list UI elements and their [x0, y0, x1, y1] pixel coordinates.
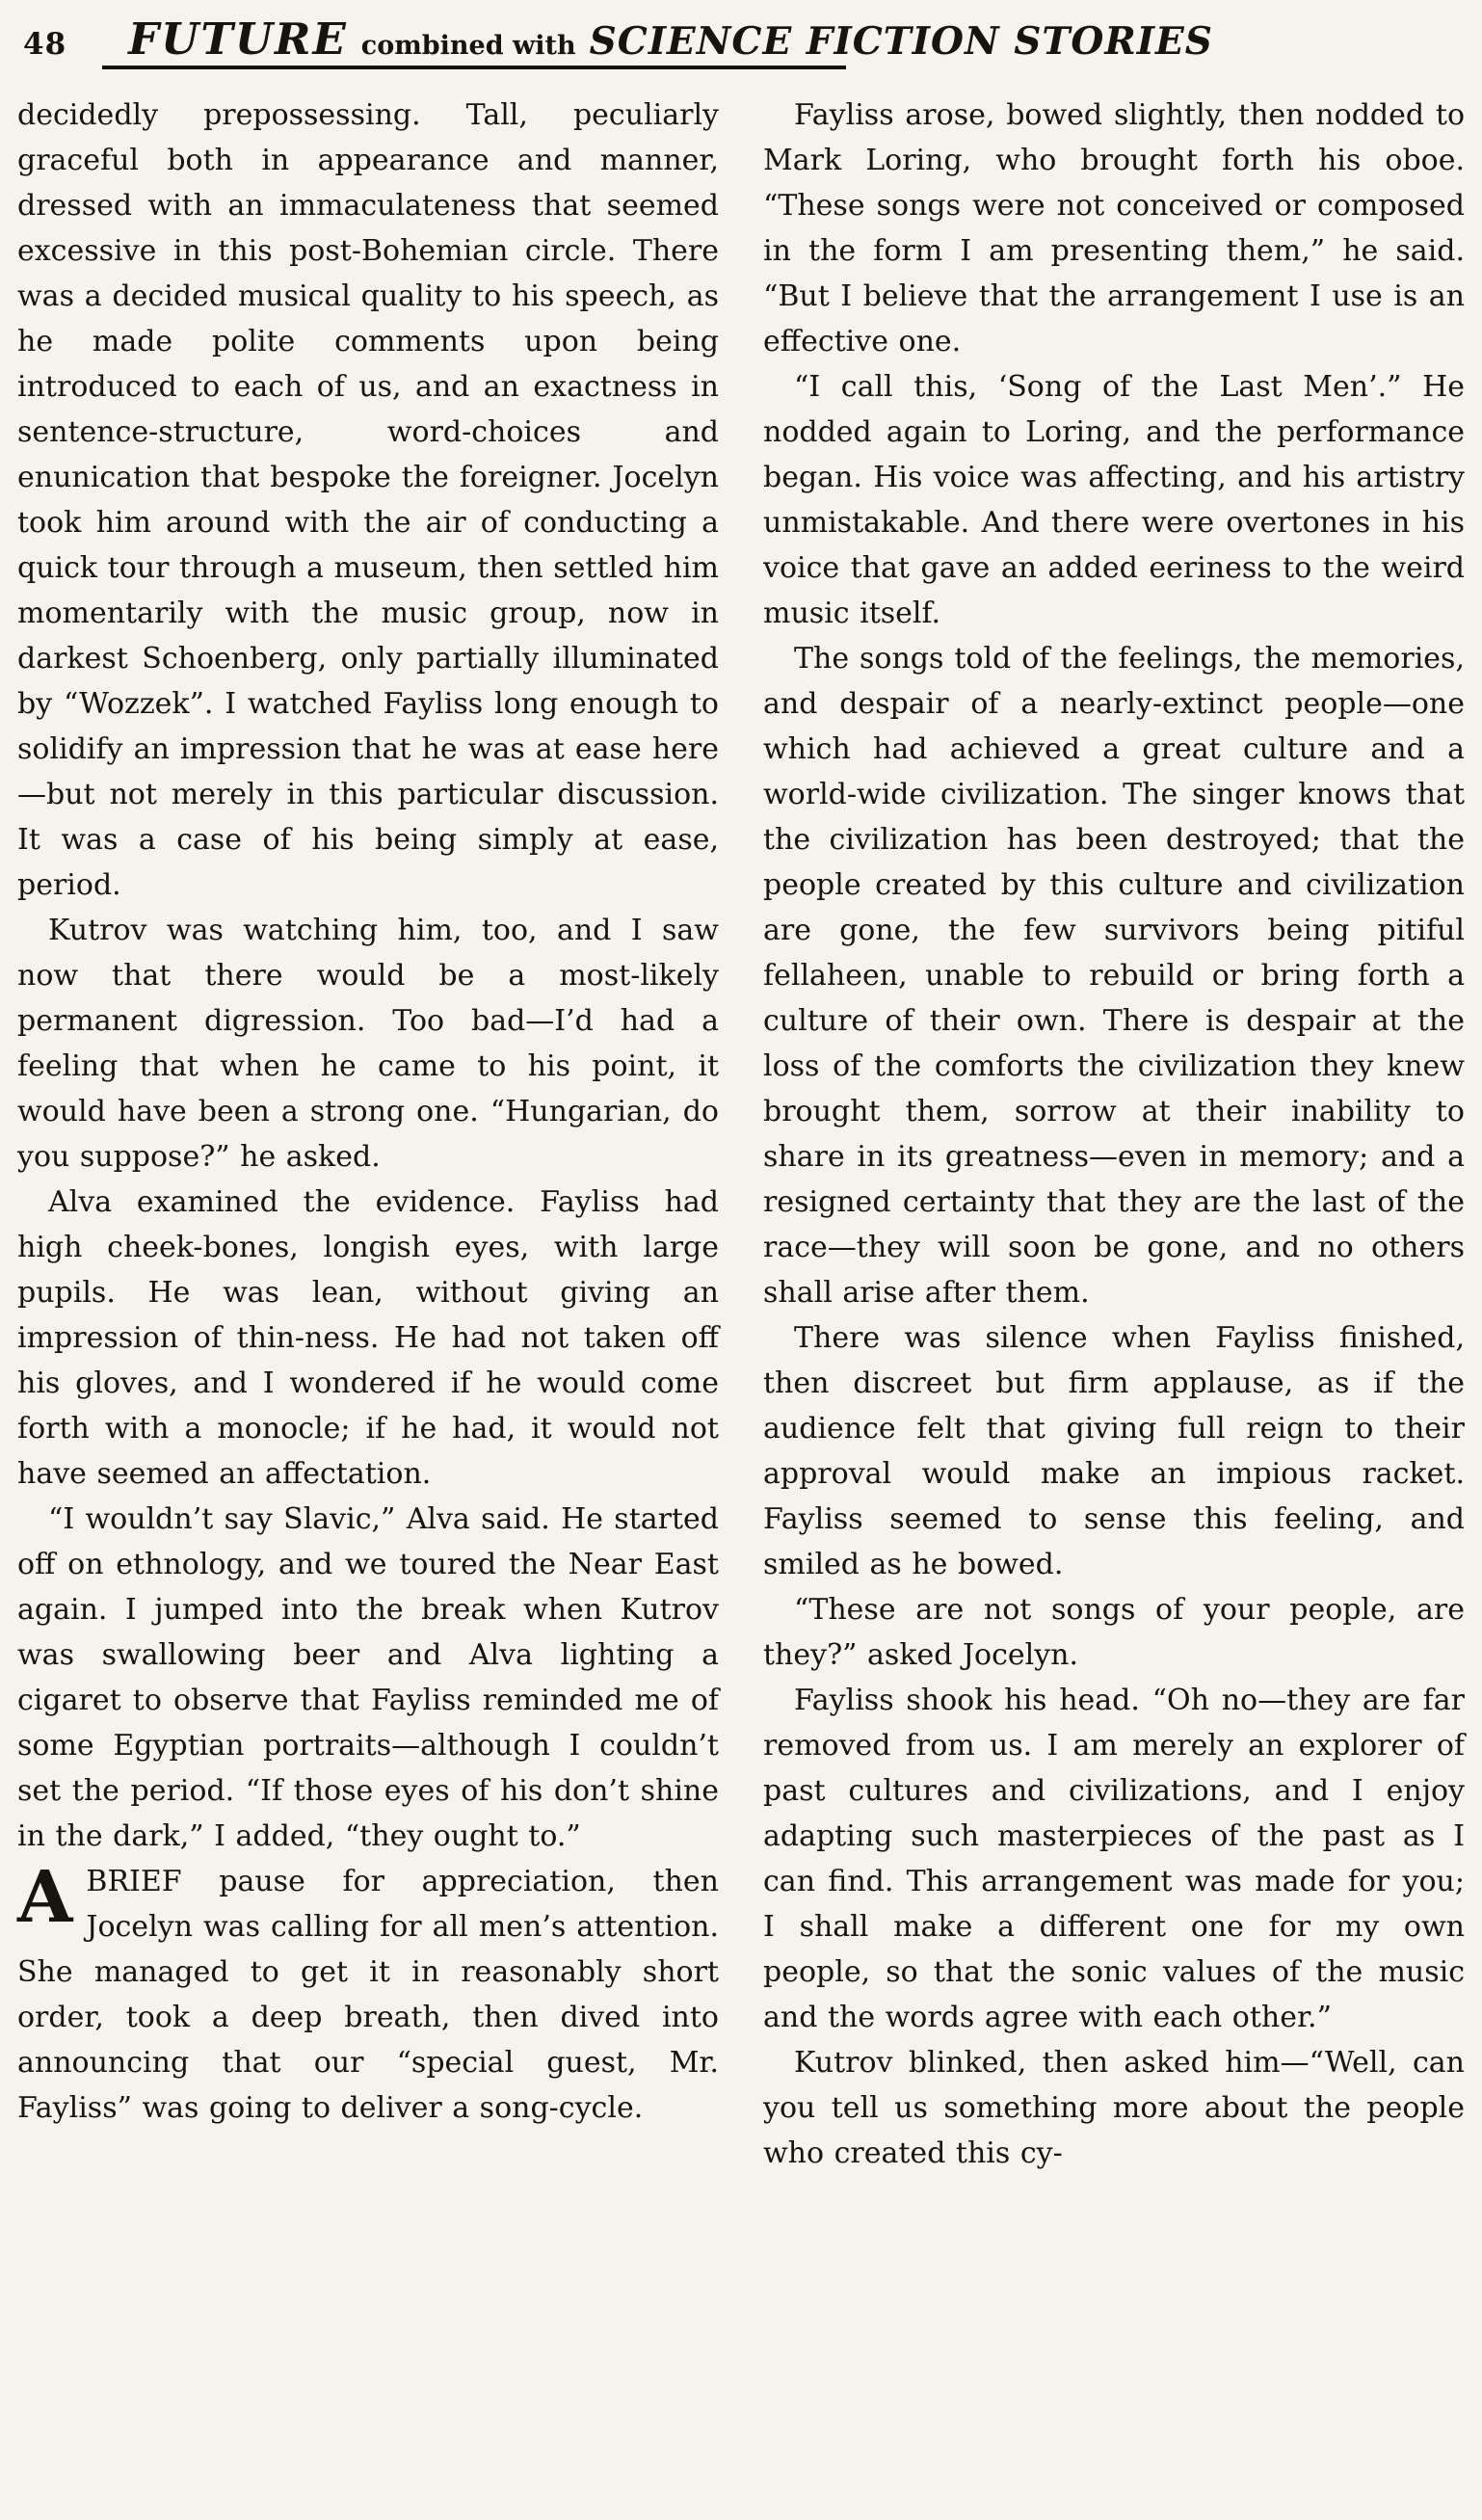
- header-rule: [102, 66, 846, 69]
- paragraph: The songs told of the feelings, the memories, and despair of a nearly-extinct people—one which had achieved a great culture and a world-wide civilization. The singer knows that the civilization has been destroyed; that the people created by this culture and civilization are gone, the few survivors being pitiful fellaheen, unable to rebuild or bring forth a culture of their own. There is despair at the loss of the comforts the civilization they knew brought them, sorrow at their inability to share in its greatness—even in memory; and a resigned certainty that they are the last of the race—they will soon be gone, and no others shall arise after them.: [763, 642, 1465, 1310]
- masthead-title-connector: combined with: [360, 31, 576, 61]
- paragraph: “These are not songs of your people, are they?” asked Jocelyn.: [763, 1593, 1465, 1672]
- left-column: [17, 93, 719, 2176]
- right-column: [763, 93, 1465, 2176]
- article-body: [17, 93, 1465, 2176]
- magazine-masthead: [128, 13, 1213, 65]
- paragraph-with-dropcap: [17, 1856, 719, 2131]
- paragraph: Kutrov was watching him, too, and I saw now that there would be a most-likely permanent digression. Too bad—I’d had a feeling that when he came to his point, it would have been a strong one. “Hungarian, do you suppose?” he asked.: [17, 914, 719, 1174]
- masthead-title-future: FUTURE: [128, 13, 348, 65]
- paragraph: Fayliss arose, bowed slightly, then nodded to Mark Loring, who brought forth his oboe. “These songs were not conceived or composed in the form I am presenting them,” he said. “But I believe that the arrangement I use is an effective one.: [763, 98, 1465, 358]
- paragraph: Kutrov blinked, then asked him—“Well, can you tell us something more about the people who created this cy-: [763, 2046, 1465, 2170]
- paragraph: decidedly prepossessing. Tall, peculiarly graceful both in appearance and manner, dressed with an immaculateness that seemed excessive in this post-Bohemian circle. There was a decided musical quality to his speech, as he made polite comments upon being introduced to each of us, and an exactness in sentence-structure, word-choices and enunication that bespoke the foreigner. Jocelyn took him around with the air of conducting a quick tour through a museum, then settled him momentarily with the music group, now in darkest Schoenberg, only partially illuminated by “Wozzek”. I watched Fayliss long enough to solidify an impression that he was at ease here—but not merely in this particular discussion. It was a case of his being simply at ease, period.: [17, 98, 719, 902]
- paragraph: Fayliss shook his head. “Oh no—they are far removed from us. I am merely an explorer of past cultures and civilizations, and I enjoy adapting such masterpieces of the past as I can find. This arrangement was made for you; I shall make a different one for my own people, so that the sonic values of the music and the words agree with each other.”: [763, 1684, 1465, 2034]
- paragraph: There was silence when Fayliss finished, then discreet but firm applause, as if the audience felt that giving full reign to their approval would make an impious racket. Fayliss seemed to sense this feeling, and smiled as he bowed.: [763, 1321, 1465, 1581]
- paragraph: Alva examined the evidence. Fayliss had high cheek-bones, longish eyes, with large pupils. He was lean, without giving an impression of thin-ness. He had not taken off his gloves, and I wondered if he would come forth with a monocle; if he had, it would not have seemed an affectation.: [17, 1185, 719, 1491]
- paragraph: “I call this, ‘Song of the Last Men’.” He nodded again to Loring, and the performance began. His voice was affecting, and his artistry unmistakable. And there were overtones in his voice that gave an added eeriness to the weird music itself.: [763, 370, 1465, 630]
- drop-cap-letter: A: [17, 1856, 73, 1939]
- page-number: 48: [23, 27, 67, 62]
- dropcap-paragraph-text: BRIEF pause for appreciation, then Jocelyn was calling for all men’s attention. She managed to get it in reasonably short order, took a deep breath, then dived into announcing that our “special guest, Mr. Fayliss” was going to deliver a song-cycle.: [17, 1865, 719, 2125]
- page-header: [17, 13, 1465, 64]
- paragraph: “I wouldn’t say Slavic,” Alva said. He started off on ethnology, and we toured the Near East again. I jumped into the break when Kutrov was swallowing beer and Alva lighting a cigaret to observe that Fayliss reminded me of some Egyptian portraits—although I couldn’t set the period. “If those eyes of his don’t shine in the dark,” I added, “they ought to.”: [17, 1502, 719, 1853]
- masthead-title-science-fiction-stories: SCIENCE FICTION STORIES: [589, 19, 1213, 64]
